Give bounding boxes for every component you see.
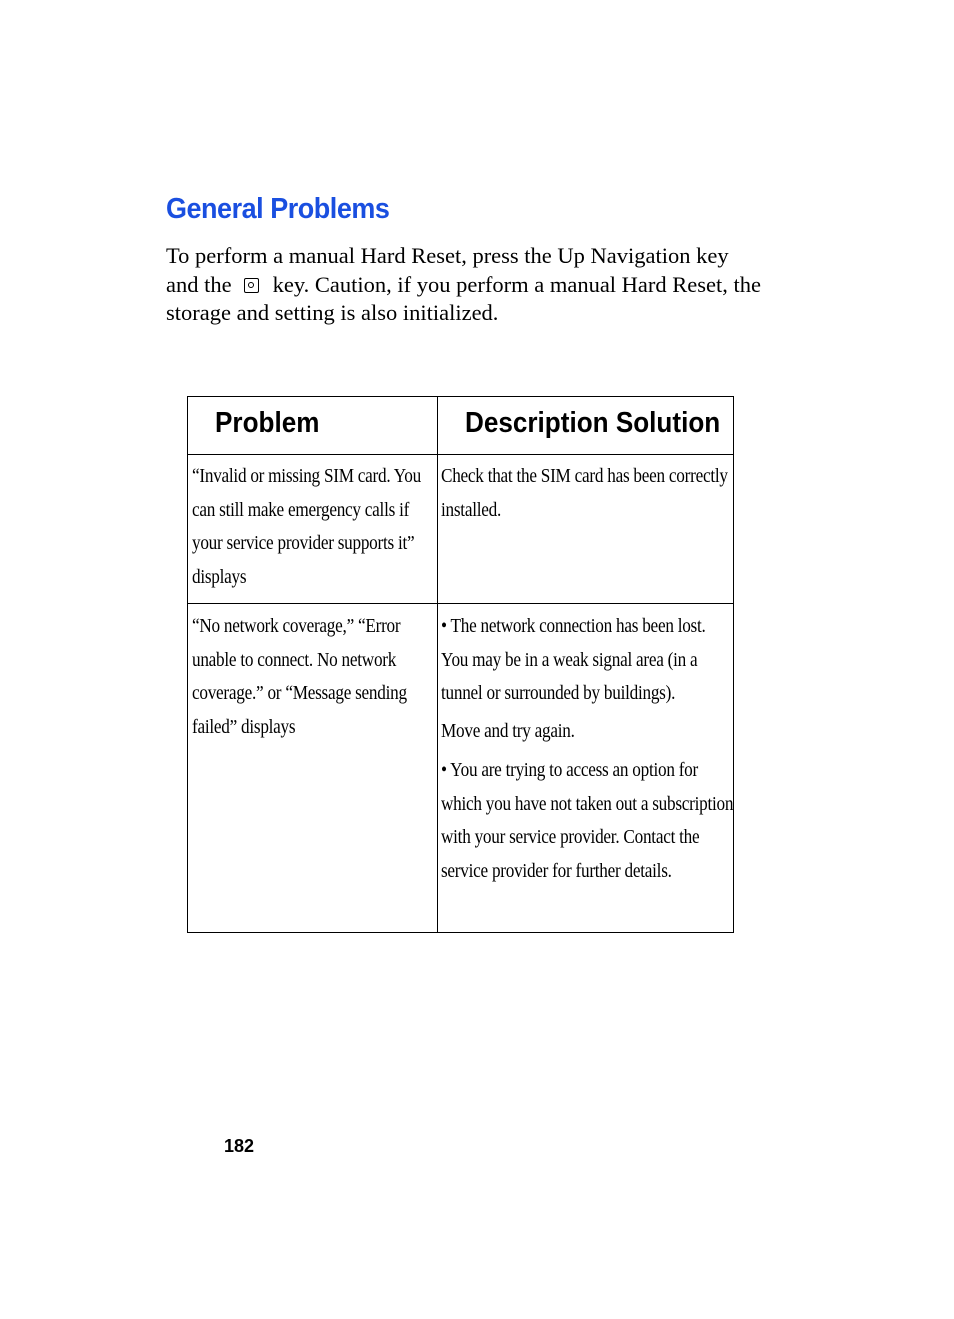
intro-text-before: To perform a manual Hard Reset, press the Up Navigation key and the [166, 243, 729, 297]
row-divider [188, 603, 733, 604]
row-2-problem: “No network coverage,” “Error unable to connect. No network coverage.” or “Message sending failed” displays [192, 615, 407, 739]
problems-table [187, 396, 734, 933]
row-1-solution [441, 460, 735, 527]
header-solution: Description Solution [465, 407, 721, 439]
row-2-solution-note: Move and try again. [441, 720, 575, 743]
row-1-problem: “Invalid or missing SIM card. You can still make emergency calls if your service provider supports it” displays [192, 465, 421, 589]
section-title: General Problems [166, 193, 390, 225]
intro-paragraph [166, 242, 766, 328]
column-divider [437, 397, 438, 932]
camera-key-icon [244, 278, 259, 293]
row-1-solution-text: Check that the SIM card has been correctly installed. [441, 465, 728, 521]
intro-text-after: key. Caution, if you perform a manual Hard Reset, the storage and setting is also initialized. [166, 271, 762, 325]
row-2-solution-bullet-2: • You are trying to access an option for which you have not taken out a subscription with your service provider. Contact the service provider for further details. [441, 758, 734, 882]
row-2-solution-bullet-1: • The network connection has been lost. You may be in a weak signal area (in a tunnel or surrounded by buildings). [441, 615, 706, 705]
row-2-solution [441, 610, 735, 889]
header-problem: Problem [215, 407, 320, 439]
header-divider [188, 454, 733, 455]
page-number: 182 [224, 1136, 255, 1156]
